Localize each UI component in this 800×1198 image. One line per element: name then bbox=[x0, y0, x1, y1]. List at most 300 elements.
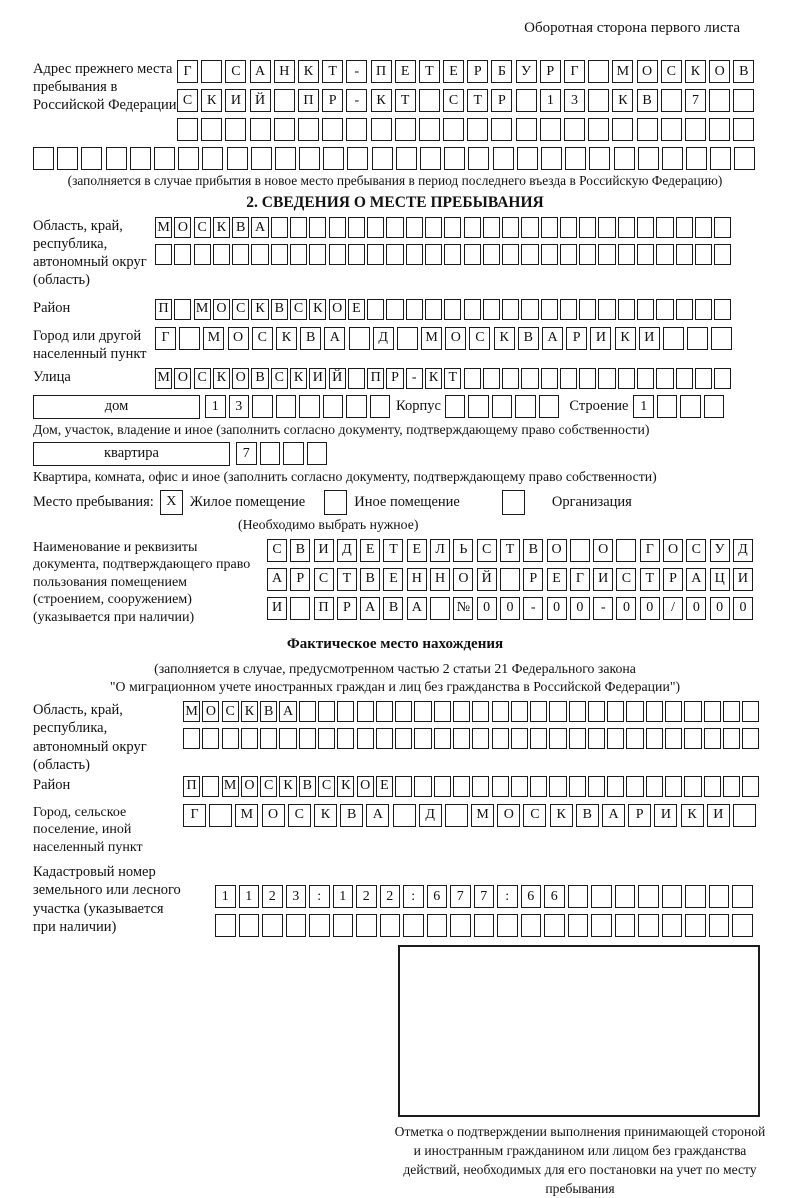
char-box bbox=[397, 327, 418, 350]
char-box bbox=[346, 395, 367, 418]
char-box: М bbox=[155, 217, 172, 238]
char-box bbox=[318, 701, 335, 722]
char-box bbox=[502, 244, 519, 265]
char-box bbox=[318, 728, 335, 749]
char-box: С bbox=[477, 539, 497, 562]
char-box bbox=[81, 147, 102, 170]
char-box: С bbox=[469, 327, 490, 350]
char-box bbox=[434, 728, 451, 749]
stamp-area bbox=[398, 945, 760, 1117]
char-box bbox=[309, 244, 326, 265]
char-box: Й bbox=[329, 368, 346, 389]
char-box bbox=[733, 118, 754, 141]
char-box bbox=[356, 914, 377, 937]
char-box: 7 bbox=[236, 442, 257, 465]
char-box bbox=[493, 147, 514, 170]
char-box: Й bbox=[477, 568, 497, 591]
char-box: О bbox=[228, 327, 249, 350]
char-box: О bbox=[445, 327, 466, 350]
fact-oblast-row-1 bbox=[183, 701, 759, 722]
char-box: С bbox=[260, 776, 277, 797]
char-box bbox=[348, 368, 365, 389]
char-box bbox=[406, 299, 423, 320]
char-box: 0 bbox=[500, 597, 520, 620]
char-box bbox=[569, 728, 586, 749]
char-box bbox=[541, 217, 558, 238]
char-box: И bbox=[593, 568, 613, 591]
char-box bbox=[515, 395, 536, 418]
doc-label: Наименование и реквизиты документа, подтверждающего право пользования помещением (строением, сооружением) (указывается при наличии) bbox=[33, 539, 251, 625]
char-box bbox=[420, 147, 441, 170]
char-box bbox=[511, 728, 528, 749]
ulitsa-block bbox=[33, 368, 757, 389]
char-box bbox=[472, 701, 489, 722]
char-box: И bbox=[225, 89, 246, 112]
char-box bbox=[657, 395, 678, 418]
char-box bbox=[638, 885, 659, 908]
fact-title: Фактическое место нахождения bbox=[286, 636, 504, 653]
char-box bbox=[445, 395, 466, 418]
char-box: И bbox=[309, 368, 326, 389]
char-box: С bbox=[252, 327, 273, 350]
char-box: К bbox=[371, 89, 392, 112]
char-box: К bbox=[425, 368, 442, 389]
char-box: В bbox=[290, 539, 310, 562]
char-box bbox=[502, 299, 519, 320]
char-box bbox=[274, 118, 295, 141]
char-box bbox=[225, 118, 246, 141]
zhiloe-checkbox: X bbox=[160, 490, 183, 515]
char-box: В bbox=[637, 89, 658, 112]
char-box: Д bbox=[419, 804, 442, 827]
char-box bbox=[260, 442, 281, 465]
char-box: В bbox=[523, 539, 543, 562]
char-box bbox=[638, 147, 659, 170]
char-box: С bbox=[177, 89, 198, 112]
char-box: Т bbox=[395, 89, 416, 112]
doc-block bbox=[33, 539, 757, 627]
char-box bbox=[414, 701, 431, 722]
char-box: Е bbox=[376, 776, 393, 797]
char-box bbox=[483, 368, 500, 389]
char-box bbox=[637, 368, 654, 389]
char-box bbox=[502, 368, 519, 389]
char-box bbox=[468, 395, 489, 418]
char-box bbox=[323, 395, 344, 418]
char-box: И bbox=[267, 597, 287, 620]
char-box: 0 bbox=[686, 597, 706, 620]
char-box bbox=[178, 147, 199, 170]
char-box bbox=[544, 914, 565, 937]
char-box: С bbox=[290, 299, 307, 320]
char-box bbox=[279, 728, 296, 749]
char-box bbox=[714, 217, 731, 238]
char-box: М bbox=[155, 368, 172, 389]
char-box bbox=[734, 147, 755, 170]
char-box bbox=[637, 118, 658, 141]
kadastr-block bbox=[33, 863, 757, 943]
mesto-line bbox=[33, 490, 757, 515]
char-box bbox=[445, 804, 468, 827]
char-box bbox=[492, 395, 513, 418]
char-box: Ь bbox=[453, 539, 473, 562]
char-box: 0 bbox=[477, 597, 497, 620]
char-box bbox=[579, 244, 596, 265]
char-box bbox=[686, 147, 707, 170]
char-box bbox=[568, 914, 589, 937]
char-box bbox=[262, 914, 283, 937]
char-box: А bbox=[407, 597, 427, 620]
fact-oblast-row-2 bbox=[183, 728, 759, 749]
char-box bbox=[290, 217, 307, 238]
kvartira-widebox: квартира bbox=[33, 442, 230, 466]
char-box bbox=[183, 728, 200, 749]
char-box: 0 bbox=[733, 597, 753, 620]
prev-address-label: Адрес прежнего места пребывания в Российской Федерации bbox=[33, 61, 177, 114]
char-box bbox=[579, 299, 596, 320]
char-box bbox=[665, 776, 682, 797]
char-box bbox=[201, 118, 222, 141]
char-box bbox=[430, 597, 450, 620]
char-box bbox=[453, 776, 470, 797]
char-box: К bbox=[615, 327, 636, 350]
char-box: В bbox=[518, 327, 539, 350]
char-box: Е bbox=[407, 539, 427, 562]
char-box: К bbox=[337, 776, 354, 797]
char-box bbox=[179, 327, 200, 350]
char-box bbox=[395, 701, 412, 722]
char-box: В bbox=[251, 368, 268, 389]
char-box bbox=[530, 776, 547, 797]
char-box bbox=[680, 395, 701, 418]
char-box bbox=[329, 217, 346, 238]
char-box: : bbox=[309, 885, 330, 908]
oblast-row-2 bbox=[155, 244, 731, 265]
prev-address-row-1 bbox=[177, 60, 754, 83]
fact-gorod-block bbox=[33, 804, 757, 857]
char-box bbox=[615, 885, 636, 908]
char-box bbox=[626, 728, 643, 749]
mesto-label: Место пребывания: bbox=[33, 493, 154, 510]
char-box: Н bbox=[274, 60, 295, 83]
char-box bbox=[464, 368, 481, 389]
doc-row-1 bbox=[267, 539, 753, 562]
char-box bbox=[588, 118, 609, 141]
prev-address-row-4 bbox=[33, 147, 757, 170]
char-box: 3 bbox=[286, 885, 307, 908]
ulitsa-label: Улица bbox=[33, 368, 71, 385]
inoe-label: Иное помещение bbox=[354, 493, 460, 510]
char-box bbox=[565, 147, 586, 170]
char-box bbox=[347, 147, 368, 170]
char-box: К bbox=[201, 89, 222, 112]
char-box bbox=[598, 244, 615, 265]
char-box bbox=[443, 118, 464, 141]
org-checkbox bbox=[502, 490, 525, 515]
char-box bbox=[241, 728, 258, 749]
doc-row-3 bbox=[267, 597, 753, 620]
char-box: П bbox=[314, 597, 334, 620]
char-box bbox=[723, 728, 740, 749]
char-box bbox=[616, 539, 636, 562]
char-box bbox=[425, 244, 442, 265]
char-box bbox=[570, 539, 590, 562]
char-box bbox=[376, 701, 393, 722]
char-box: Р bbox=[290, 568, 310, 591]
char-box bbox=[549, 776, 566, 797]
char-box bbox=[569, 776, 586, 797]
raion-label: Район bbox=[33, 299, 71, 316]
char-box bbox=[637, 244, 654, 265]
char-box bbox=[742, 776, 759, 797]
char-box bbox=[607, 776, 624, 797]
char-box: 7 bbox=[450, 885, 471, 908]
fact-oblast-label: Область, край, республика, автономный округ (область) bbox=[33, 702, 147, 773]
char-box: В bbox=[300, 327, 321, 350]
char-box: Н bbox=[430, 568, 450, 591]
char-box: П bbox=[298, 89, 319, 112]
char-box: К bbox=[290, 368, 307, 389]
char-box bbox=[656, 368, 673, 389]
char-box: С bbox=[232, 299, 249, 320]
char-box: Д bbox=[337, 539, 357, 562]
char-box bbox=[309, 217, 326, 238]
char-box: О bbox=[637, 60, 658, 83]
char-box bbox=[154, 147, 175, 170]
char-box: А bbox=[366, 804, 389, 827]
char-box: К bbox=[494, 327, 515, 350]
char-box bbox=[299, 701, 316, 722]
char-box bbox=[403, 914, 424, 937]
char-box bbox=[274, 89, 295, 112]
char-box bbox=[732, 914, 753, 937]
char-box bbox=[732, 885, 753, 908]
char-box bbox=[201, 60, 222, 83]
char-box bbox=[709, 914, 730, 937]
char-box bbox=[444, 244, 461, 265]
char-box bbox=[569, 701, 586, 722]
char-box bbox=[213, 244, 230, 265]
char-box: П bbox=[155, 299, 172, 320]
char-box: М bbox=[471, 804, 494, 827]
char-box: - bbox=[593, 597, 613, 620]
char-box: С bbox=[194, 368, 211, 389]
char-box bbox=[591, 885, 612, 908]
char-box bbox=[299, 728, 316, 749]
char-box bbox=[695, 244, 712, 265]
char-box: К bbox=[251, 299, 268, 320]
char-box: К bbox=[298, 60, 319, 83]
prev-address-block bbox=[33, 60, 757, 147]
gorod-block bbox=[33, 327, 757, 363]
char-box bbox=[704, 776, 721, 797]
char-box: А bbox=[602, 804, 625, 827]
char-box bbox=[695, 217, 712, 238]
char-box bbox=[579, 368, 596, 389]
char-box bbox=[252, 395, 273, 418]
char-box bbox=[530, 728, 547, 749]
char-box bbox=[474, 914, 495, 937]
char-box bbox=[376, 728, 393, 749]
char-box bbox=[502, 217, 519, 238]
char-box: Т bbox=[419, 60, 440, 83]
char-box bbox=[656, 244, 673, 265]
char-box bbox=[579, 217, 596, 238]
char-box: 2 bbox=[380, 885, 401, 908]
char-box: О bbox=[709, 60, 730, 83]
char-box bbox=[307, 442, 328, 465]
char-box bbox=[419, 118, 440, 141]
char-box bbox=[174, 244, 191, 265]
char-box: О bbox=[329, 299, 346, 320]
char-box bbox=[676, 299, 693, 320]
gorod-label: Город или другой населенный пункт bbox=[33, 327, 147, 362]
char-box bbox=[209, 804, 232, 827]
mesto-note: (Необходимо выбрать нужное) bbox=[238, 516, 419, 532]
char-box bbox=[367, 244, 384, 265]
char-box: С bbox=[616, 568, 636, 591]
char-box: - bbox=[346, 89, 367, 112]
kvartira-note: Квартира, комната, офис и иное (заполнить согласно документу, подтверждающему право собственности) bbox=[33, 468, 657, 484]
char-box bbox=[483, 299, 500, 320]
char-box: 3 bbox=[564, 89, 585, 112]
char-box bbox=[337, 701, 354, 722]
char-box: А bbox=[360, 597, 380, 620]
char-box bbox=[656, 217, 673, 238]
char-box: 0 bbox=[547, 597, 567, 620]
char-box: Р bbox=[663, 568, 683, 591]
gorod-row bbox=[155, 327, 732, 350]
section2-title: 2. СВЕДЕНИЯ О МЕСТЕ ПРЕБЫВАНИЯ bbox=[246, 194, 544, 211]
char-box: С bbox=[523, 804, 546, 827]
char-box bbox=[349, 327, 370, 350]
char-box bbox=[367, 299, 384, 320]
stroenie-label: Строение bbox=[569, 398, 629, 415]
char-box bbox=[483, 244, 500, 265]
char-box: К bbox=[309, 299, 326, 320]
char-box: Г bbox=[183, 804, 206, 827]
char-box bbox=[710, 147, 731, 170]
char-box: О bbox=[453, 568, 473, 591]
char-box: А bbox=[251, 217, 268, 238]
char-box: 1 bbox=[239, 885, 260, 908]
char-box bbox=[57, 147, 78, 170]
char-box: : bbox=[403, 885, 424, 908]
char-box bbox=[521, 368, 538, 389]
char-box: М bbox=[421, 327, 442, 350]
char-box: Р bbox=[628, 804, 651, 827]
char-box: О bbox=[593, 539, 613, 562]
char-box bbox=[742, 728, 759, 749]
char-box: В bbox=[299, 776, 316, 797]
char-box: М bbox=[194, 299, 211, 320]
char-box bbox=[618, 299, 635, 320]
char-box bbox=[371, 118, 392, 141]
char-box bbox=[425, 299, 442, 320]
char-box bbox=[588, 728, 605, 749]
inoe-checkbox bbox=[324, 490, 347, 515]
char-box: О bbox=[357, 776, 374, 797]
char-box bbox=[406, 244, 423, 265]
char-box: О bbox=[213, 299, 230, 320]
char-box bbox=[662, 914, 683, 937]
fact-raion-row bbox=[183, 776, 759, 797]
char-box bbox=[337, 728, 354, 749]
char-box: Р bbox=[386, 368, 403, 389]
prev-address-row-3 bbox=[177, 118, 754, 141]
char-box bbox=[271, 217, 288, 238]
char-box bbox=[521, 244, 538, 265]
char-box bbox=[709, 89, 730, 112]
char-box bbox=[662, 885, 683, 908]
char-box bbox=[684, 701, 701, 722]
char-box: Р bbox=[322, 89, 343, 112]
char-box: № bbox=[453, 597, 473, 620]
char-box: С bbox=[267, 539, 287, 562]
char-box bbox=[607, 728, 624, 749]
char-box bbox=[427, 914, 448, 937]
char-box bbox=[589, 147, 610, 170]
char-box bbox=[271, 244, 288, 265]
char-box bbox=[239, 914, 260, 937]
char-box: О bbox=[241, 776, 258, 797]
char-box: Р bbox=[491, 89, 512, 112]
char-box: О bbox=[262, 804, 285, 827]
char-box bbox=[414, 728, 431, 749]
char-box bbox=[322, 118, 343, 141]
char-box bbox=[618, 217, 635, 238]
fact-note-1: (заполняется в случае, предусмотренном частью 2 статьи 21 Федерального закона bbox=[154, 661, 636, 677]
char-box: Р bbox=[337, 597, 357, 620]
char-box bbox=[472, 776, 489, 797]
char-box: Г bbox=[570, 568, 590, 591]
char-box bbox=[298, 118, 319, 141]
char-box bbox=[33, 147, 54, 170]
char-box: Е bbox=[360, 539, 380, 562]
prev-address-rows bbox=[177, 60, 754, 147]
char-box bbox=[299, 395, 320, 418]
char-box: : bbox=[497, 885, 518, 908]
char-box bbox=[704, 728, 721, 749]
char-box: К bbox=[314, 804, 337, 827]
char-box: 6 bbox=[427, 885, 448, 908]
kvartira-line bbox=[33, 442, 757, 466]
char-box: А bbox=[267, 568, 287, 591]
char-box bbox=[434, 776, 451, 797]
char-box: И bbox=[639, 327, 660, 350]
char-box bbox=[656, 299, 673, 320]
char-box: 2 bbox=[356, 885, 377, 908]
char-box bbox=[695, 368, 712, 389]
char-box: Д bbox=[733, 539, 753, 562]
char-box: О bbox=[232, 368, 249, 389]
char-box bbox=[395, 776, 412, 797]
char-box bbox=[130, 147, 151, 170]
char-box: Т bbox=[444, 368, 461, 389]
char-box: О bbox=[663, 539, 683, 562]
char-box bbox=[560, 299, 577, 320]
char-box bbox=[393, 804, 416, 827]
char-box: У bbox=[516, 60, 537, 83]
char-box bbox=[275, 147, 296, 170]
char-box bbox=[395, 118, 416, 141]
char-box bbox=[704, 701, 721, 722]
char-box: 1 bbox=[633, 395, 654, 418]
char-box: И bbox=[733, 568, 753, 591]
char-box bbox=[560, 217, 577, 238]
char-box: И bbox=[707, 804, 730, 827]
char-box: К bbox=[213, 368, 230, 389]
